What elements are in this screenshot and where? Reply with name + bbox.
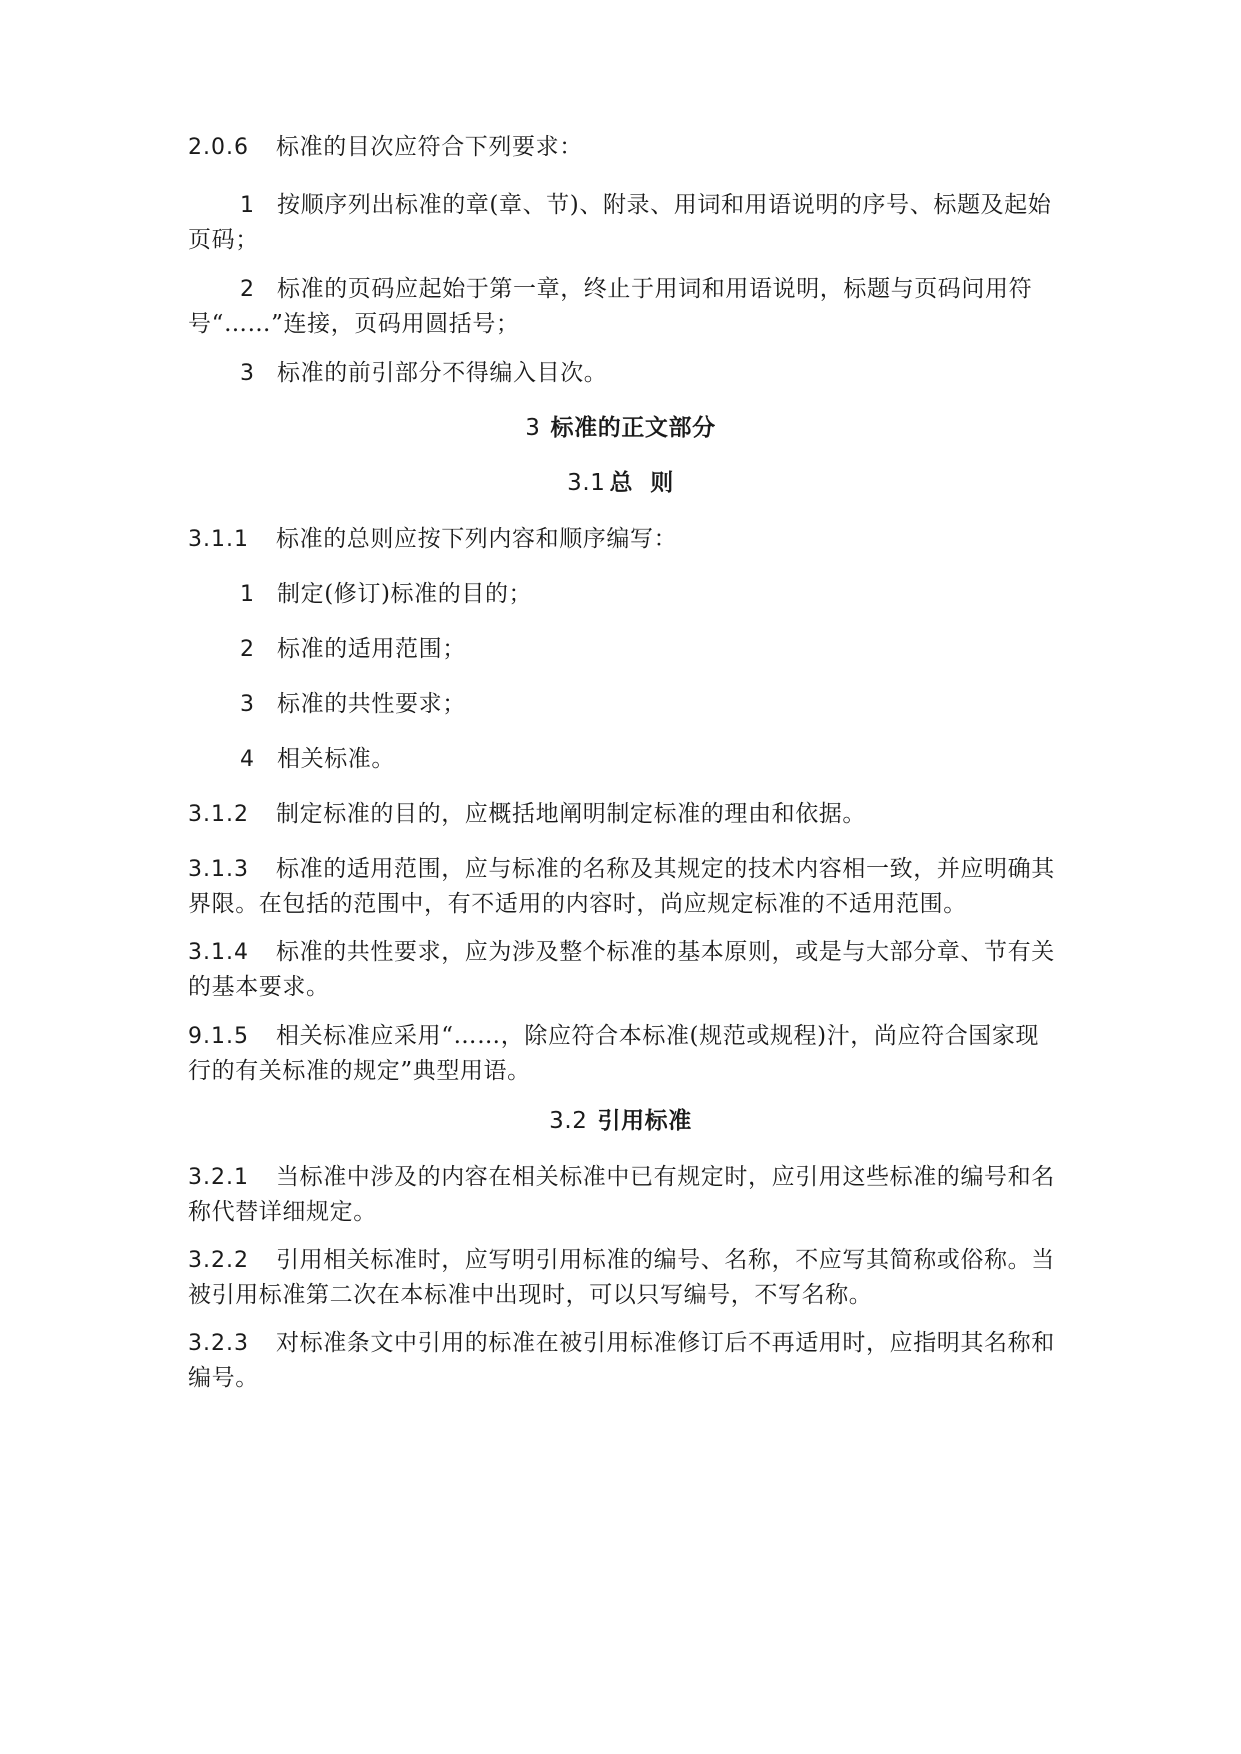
clause-2-0-6 [188,130,1058,165]
chapter-number: 3 [525,415,541,441]
clause-number: 3.2.3 [188,1331,249,1356]
list-item-number: 1 [240,582,255,607]
list-item-number: 2 [240,277,255,302]
list-item [240,577,1058,612]
chapter-heading [0,411,1241,446]
list-item [188,272,1058,342]
list-item-number: 2 [240,637,255,662]
clause-text: 对标准条文中引用的标准在被引用标准修订后不再适用时，应指明其名称和编号。 [188,1330,1055,1391]
clause-number: 3.1.2 [188,802,249,827]
clause-text: 引用相关标准时，应写明引用标准的编号、名称，不应写其简称或俗称。当被引用标准第二次在本标准中出现时，可以只写编号，不写名称。 [188,1247,1055,1308]
list-item-text: 标准的共性要求； [277,691,466,717]
list-item [240,632,1058,667]
section-heading [0,1104,1241,1139]
clause-text: 制定标准的目的，应概括地阐明制定标准的理由和依据。 [276,801,866,827]
clause-number: 3.2.1 [188,1165,249,1190]
clause-3-1-3 [188,852,1058,922]
clause-3-2-1 [188,1160,1058,1230]
clause-number: 3.1.3 [188,857,249,882]
section-heading [0,466,1241,501]
clause-3-2-3 [188,1326,1058,1396]
list-item-text: 标准的前引部分不得编入目次。 [277,360,608,386]
clause-text: 标准的总则应按下列内容和顺序编写： [276,526,678,552]
list-item-number: 4 [240,747,255,772]
clause-number: 2.0.6 [188,135,249,160]
section-title: 引用标准 [597,1108,692,1134]
clause-3-2-2 [188,1243,1058,1313]
list-item [240,687,1058,722]
list-item-text: 标准的适用范围； [277,636,466,662]
chapter-title: 标准的正文部分 [550,415,716,441]
list-item-text: 相关标准。 [277,746,395,772]
section-number: 3.2 [549,1108,588,1134]
clause-text: 标准的适用范围，应与标准的名称及其规定的技术内容相一致，并应明确其界限。在包括的范围中，有不适用的内容时，尚应规定标准的不适用范围。 [188,856,1055,917]
clause-text: 标准的目次应符合下列要求： [276,134,583,160]
list-item-text: 制定(修订)标准的目的； [277,581,533,607]
list-item-number: 3 [240,692,255,717]
clause-text: 当标准中涉及的内容在相关标准中已有规定时，应引用这些标准的编号和名称代替详细规定。 [188,1164,1055,1225]
list-item [188,188,1058,258]
clause-3-1-2 [188,797,1058,832]
list-item-number: 1 [240,193,255,218]
section-title: 总 则 [609,470,674,496]
list-item-text: 按顺序列出标准的章(章、节)、附录、用词和用语说明的序号、标题及起始页码； [188,192,1052,253]
clause-text: 标准的共性要求，应为涉及整个标准的基本原则，或是与大部分章、节有关的基本要求。 [188,939,1055,1000]
clause-3-1-4 [188,935,1058,1005]
clause-3-1-1 [188,522,1058,557]
list-item-text: 标准的页码应起始于第一章，终止于用词和用语说明，标题与页码问用符号“……”连接，页码用圆括号； [188,276,1033,337]
clause-number: 9.1.5 [188,1024,249,1049]
clause-text: 相关标准应采用“……，除应符合本标准(规范或规程)汁，尚应符合国家现行的有关标准的规定”典型用语。 [188,1023,1040,1084]
clause-number: 3.1.1 [188,527,249,552]
clause-number: 3.1.4 [188,940,249,965]
list-item [240,356,1058,391]
list-item [240,742,1058,777]
clause-number: 3.2.2 [188,1248,249,1273]
clause-3-1-5 [188,1019,1058,1089]
list-item-number: 3 [240,361,255,386]
section-number: 3.1 [567,470,606,496]
